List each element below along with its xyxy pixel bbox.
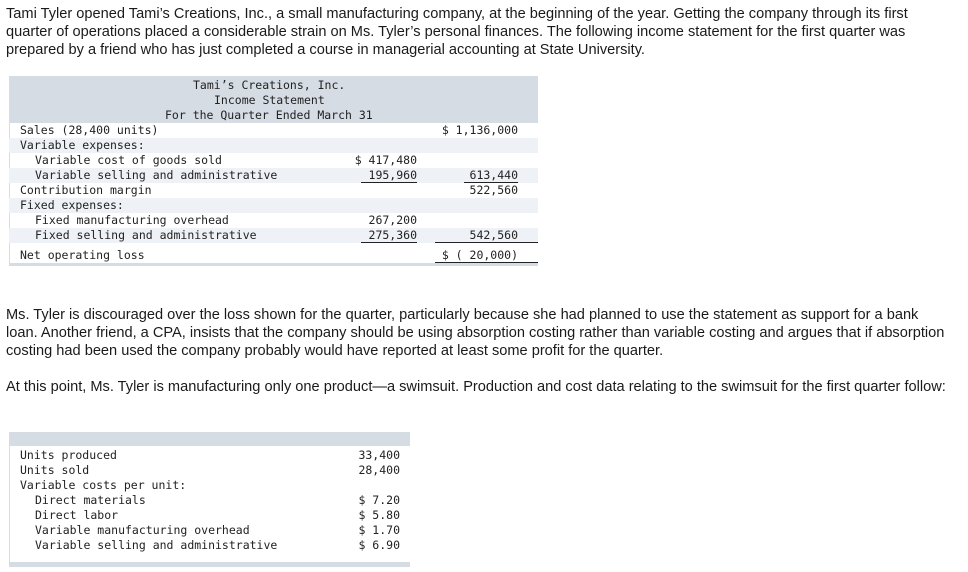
row-label: Direct materials	[35, 493, 146, 507]
row-label: Variable cost of goods sold	[35, 153, 222, 167]
row-amount: 613,440	[469, 168, 518, 182]
table-row	[9, 523, 410, 538]
product-paragraph: At this point, Ms. Tyler is manufacturing only one product—a swimsuit. Production and cost data relating to the swimsuit for the first quarter follow:	[6, 379, 946, 395]
row-value: $ 6.90	[358, 538, 400, 552]
row-amount: 542,560	[469, 228, 518, 242]
statement-period: For the Quarter Ended March 31	[165, 108, 373, 122]
row-amount: $ ( 20,000)	[441, 248, 518, 262]
row-amount: 195,960	[368, 168, 417, 182]
table-row	[9, 508, 410, 523]
row-label: Fixed selling and administrative	[35, 228, 257, 242]
row-label: Variable manufacturing overhead	[35, 523, 250, 537]
income-statement-table	[9, 76, 538, 266]
table-header	[9, 432, 410, 446]
row-value: $ 7.20	[358, 493, 400, 507]
row-label: Contribution margin	[20, 183, 152, 197]
table-row	[9, 168, 538, 183]
statement-header	[9, 76, 538, 123]
table-row	[9, 478, 410, 493]
row-value: $ 1.70	[358, 523, 400, 537]
table-row	[9, 123, 538, 138]
table-row	[9, 448, 410, 463]
row-amount: 275,360	[368, 228, 417, 242]
row-amount: $ 1,136,000	[441, 123, 518, 137]
table-row	[9, 228, 538, 243]
company-name: Tami’s Creations, Inc.	[193, 78, 346, 92]
table-row	[9, 248, 538, 263]
row-amount: 522,560	[469, 183, 518, 197]
row-label: Direct labor	[35, 508, 119, 522]
row-label: Fixed manufacturing overhead	[35, 213, 229, 227]
row-label: Variable selling and administrative	[35, 538, 278, 552]
row-value: $ 5.80	[358, 508, 400, 522]
row-label: Variable expenses:	[20, 138, 145, 152]
row-label: Fixed expenses:	[20, 198, 124, 212]
row-label: Units sold	[20, 463, 90, 477]
row-label: Sales (28,400 units)	[20, 123, 159, 137]
table-row	[9, 213, 538, 228]
table-row	[9, 153, 538, 168]
production-data-table	[9, 432, 410, 567]
discussion-paragraph: Ms. Tyler is discouraged over the loss shown for the quarter, particularly because she had planned to use the statement as support for a bank loan. Another friend, a CPA, insists that the company should be using absorption costing rather than variable costing and argues that if absorption costing had been used the company probably would have reported at least some profit for the quarter.	[6, 307, 945, 359]
row-label: Variable costs per unit:	[20, 478, 187, 492]
table-row	[9, 183, 538, 198]
row-amount: $ 417,480	[354, 153, 417, 167]
row-label: Net operating loss	[20, 248, 145, 262]
intro-paragraph: Tami Tyler opened Tami’s Creations, Inc., a small manufacturing company, at the beginning of the year. Getting the company through its first quarter of operations placed a considerable strain on Ms. Tyler’s personal finances. The following income statement for the first quarter was prepared by a friend who has just completed a course in managerial accounting at State University.	[6, 6, 908, 58]
row-label: Variable selling and administrative	[35, 168, 278, 182]
table-row	[9, 493, 410, 508]
row-value: 33,400	[358, 448, 400, 462]
row-value: 28,400	[358, 463, 400, 477]
row-label: Units produced	[20, 448, 117, 462]
table-row	[9, 463, 410, 478]
table-row	[9, 538, 410, 553]
table-row	[9, 198, 538, 213]
statement-title: Income Statement	[214, 93, 325, 107]
table-row	[9, 138, 538, 153]
row-amount: 267,200	[368, 213, 417, 227]
